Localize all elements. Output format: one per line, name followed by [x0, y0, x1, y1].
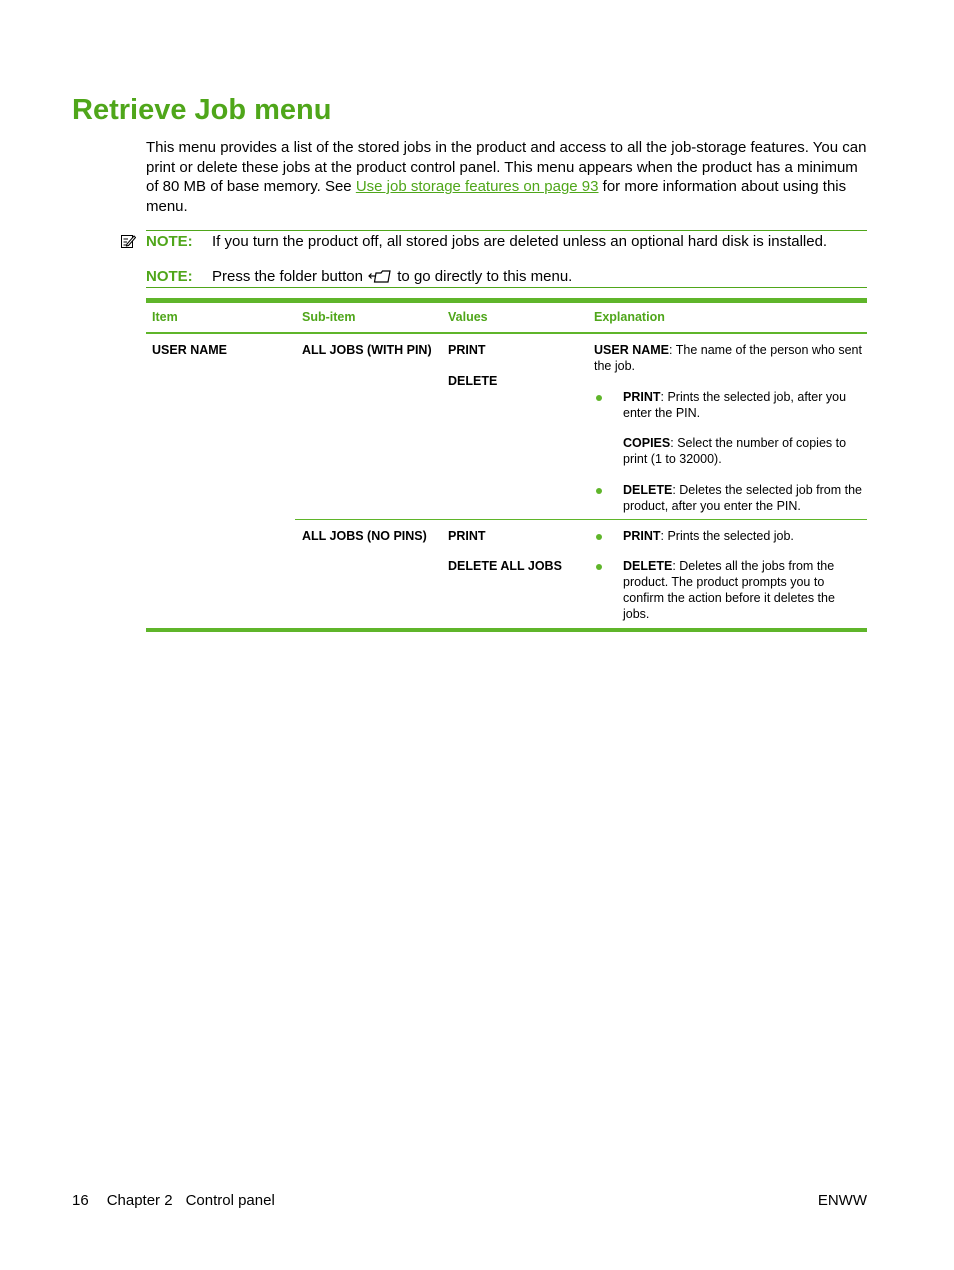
folder-icon — [368, 269, 392, 283]
section-label: Control panel — [185, 1192, 275, 1209]
note-hard-disk — [146, 230, 867, 268]
explanation-term: USER NAME — [594, 343, 670, 357]
value-delete-all-jobs: DELETE ALL JOBS — [448, 559, 562, 573]
header-explanation: Explanation — [594, 310, 665, 324]
header-sub-item: Sub-item — [302, 310, 356, 324]
explanation-text: : Select the number of copies to print (1 to 32000). — [623, 436, 847, 466]
intro-text: This menu provides a list of the stored jobs in the product and access to all the job-storage features. You can print or delete these jobs at the product control panel. This menu appears when the product has a minimum of 80 MB of base memory. See — [146, 139, 867, 195]
explanation-delete-all — [623, 558, 859, 622]
page-number: 16 — [72, 1192, 89, 1209]
explanation-text: : Prints the selected job. — [660, 529, 794, 543]
job-storage-link[interactable]: Use job storage features on page 93 — [355, 178, 599, 195]
header-values: Values — [448, 310, 488, 324]
bullet-icon — [596, 564, 602, 570]
note-label: NOTE: — [146, 268, 193, 285]
bullet-icon — [596, 488, 602, 494]
explanation-print — [623, 528, 867, 544]
explanation-term: PRINT — [623, 529, 661, 543]
table-bottom-rule — [146, 628, 867, 632]
explanation-copies — [623, 435, 867, 467]
value-print: PRINT — [448, 529, 486, 543]
table-top-rule — [146, 298, 867, 303]
bullet-icon — [596, 395, 602, 401]
explanation-delete — [623, 482, 867, 514]
value-delete: DELETE — [448, 374, 498, 388]
footer-right: ENWW — [817, 1192, 867, 1209]
chapter-label: Chapter 2 — [106, 1192, 173, 1209]
page-title: Retrieve Job menu — [72, 94, 332, 126]
note-folder-button — [146, 266, 867, 288]
note-icon — [120, 233, 136, 249]
explanation-text: : The name of the person who sent the job. — [594, 343, 862, 373]
intro-text-end: for more information about using this menu. — [146, 178, 847, 215]
explanation-print — [623, 389, 867, 421]
explanation-user-name — [594, 342, 866, 374]
footer-left — [72, 1192, 293, 1209]
explanation-term: COPIES — [623, 436, 671, 450]
retrieve-job-table — [146, 298, 867, 633]
explanation-term: PRINT — [623, 390, 661, 404]
header-item: Item — [152, 310, 178, 324]
explanation-text: : Deletes all the jobs from the product. The product prompts you to confirm the action before it deletes the jobs. — [623, 559, 835, 621]
value-print: PRINT — [448, 343, 486, 357]
table-header-rule — [146, 332, 867, 334]
note-text: Press the folder button — [212, 268, 368, 285]
item-user-name: USER NAME — [152, 343, 228, 357]
subitem-all-jobs-with-pin: ALL JOBS (WITH PIN) — [302, 343, 432, 357]
intro-paragraph — [146, 138, 868, 216]
note-text: If you turn the product off, all stored jobs are deleted unless an optional hard disk is installed. — [212, 233, 828, 250]
explanation-term: DELETE — [623, 483, 673, 497]
explanation-text: : Prints the selected job, after you enter the PIN. — [623, 390, 847, 420]
table-row-rule — [295, 519, 867, 520]
note-label: NOTE: — [146, 233, 193, 250]
bullet-icon — [596, 534, 602, 540]
explanation-text: : Deletes the selected job from the product, after you enter the PIN. — [623, 483, 862, 513]
subitem-all-jobs-no-pins: ALL JOBS (NO PINS) — [302, 529, 427, 543]
note-text-end: to go directly to this menu. — [393, 268, 573, 285]
explanation-term: DELETE — [623, 559, 673, 573]
